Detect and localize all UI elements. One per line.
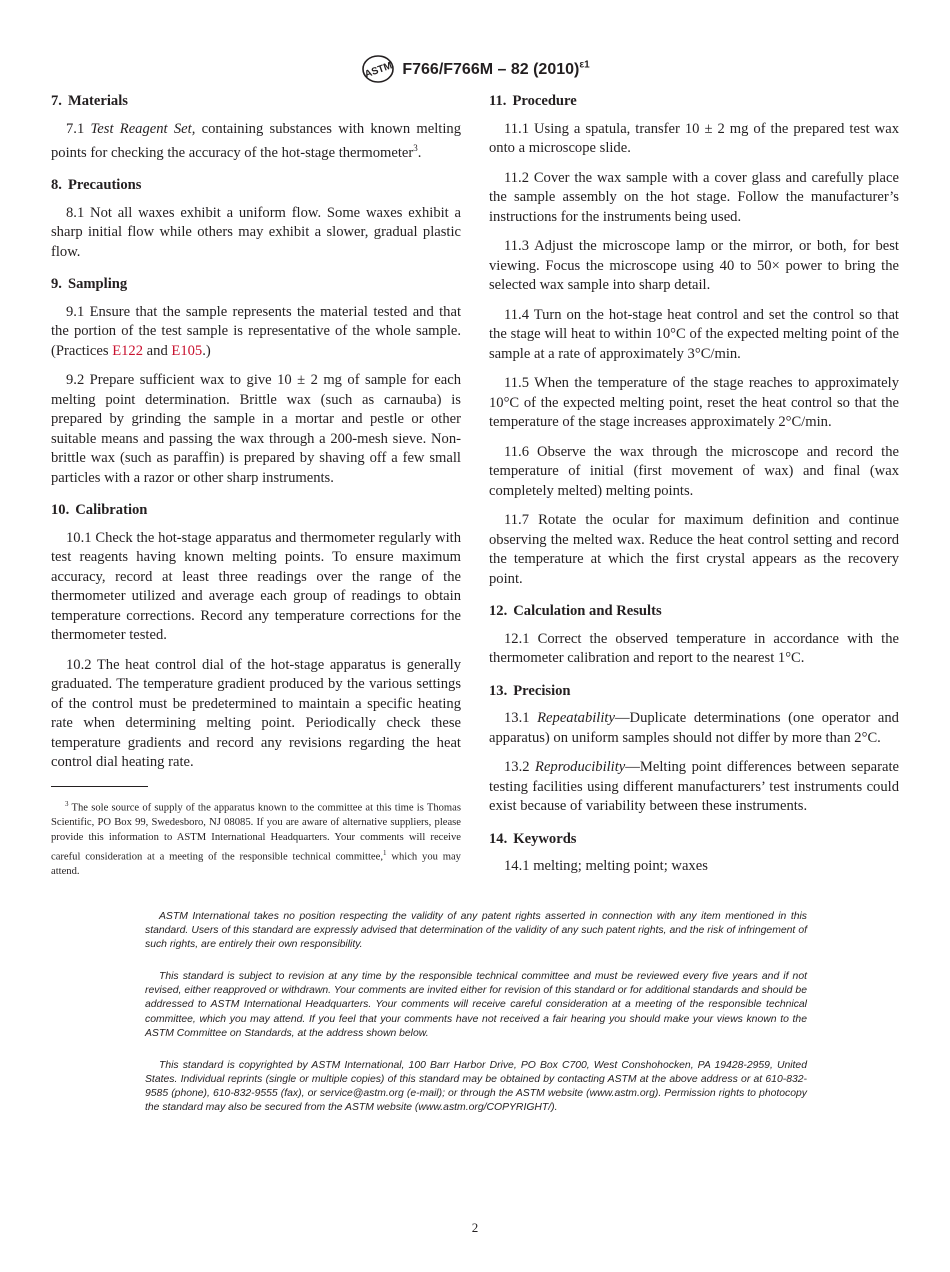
section-9 — [51, 275, 461, 488]
paragraph-7-1: 7.1 Test Reagent Set, containing substances with known melting points for checking the accuracy of the hot-stage thermometer$^3$. — [51, 120, 462, 161]
paragraph-9-2: 9.2 Prepare sufficient wax to give 10 ± 2 mg of sample for each melting point determination. Brittle wax (such as carnauba) is prepared by grinding the sample in a mortar and pestle or other suitable means and passing the wax through a 200-mesh sieve. Non-brittle wax (such as paraffin) is prepared by shaving off a few small particles with a razor or other sharp instruments. — [51, 372, 461, 486]
section-7 — [51, 92, 461, 163]
right-column — [489, 92, 899, 890]
paragraph-13-2: 13.2 Reproducibility—Melting point differences between separate testing facilities using different manufacturers’ test instruments could exist because of variability between these instruments. — [489, 759, 899, 814]
disclaimer-copyright: This standard is copyrighted by ASTM International, 100 Barr Harbor Drive, PO Box C700, West Conshohocken, PA 19428-2959, United States. Individual reprints (single or multiple copies) of this standard may be obtained by contacting ASTM at the above address or at 610-832-9585 (phone), 610-832-9555 (fax), or service@astm.org (e-mail); or through the ASTM website (www.astm.org). Permission rights to photocopy the standard may also be secured from the ASTM website (www.astm.org/COPYRIGHT/). — [145, 1059, 807, 1114]
paragraph-11-1: 11.1 Using a spatula, transfer 10 ± 2 mg of the prepared test wax onto a microscope slide. — [489, 120, 899, 156]
disclaimer-patent: ASTM International takes no position respecting the validity of any patent rights asserted in connection with any item mentioned in this standard. Users of this standard are expressly advised that determination of the validity of any such patent rights, and the risk of infringement of such rights, are entirely their own responsibility. — [145, 911, 807, 951]
section-8 — [51, 176, 461, 262]
section-heading: 13. Precision — [489, 682, 571, 699]
paragraph-11-4: 11.4 Turn on the hot-stage heat control and set the control so that the stage will heat to within 10°C of the expected melting point of the sample at a rate of approximately 3°C/min. — [489, 306, 899, 362]
paragraph-10-2: 10.2 The heat control dial of the hot-stage apparatus is generally graduated. The temperature gradient produced by the various settings of the control must be predetermined to maintain a specific heating rate when determining melting point. Periodically check these temperature gradients and record any revisions regarding the heat control dial heating rate. — [51, 656, 461, 771]
section-heading: 11. Procedure — [489, 93, 577, 109]
standard-designation: F766/F766M – 82 $(2010)^{\varepsilon 1}$ — [402, 59, 590, 78]
paragraph-12-1: 12.1 Correct the observed temperature in accordance with the thermometer calibration and report to the nearest 1°C. — [489, 630, 899, 666]
disclaimer-revision: This standard is subject to revision at any time by the responsible technical committee and must be reviewed every five years and if not revised, either reapproved or withdrawn. Your comments are invited either for revision of this standard or for additional standards and should be addressed to ASTM International Headquarters. Your comments will receive careful consideration at a meeting of the responsible technical committee, which you may attend. If you feel that your comments have not received a fair hearing you should make your views known to the ASTM Committee on Standards, at the address shown below. — [145, 971, 807, 1039]
astm-disclaimers — [145, 910, 807, 1133]
link-e105[interactable]: E105 — [171, 342, 203, 359]
svg-text:ASTM: ASTM — [363, 60, 395, 81]
left-column — [51, 92, 461, 880]
section-heading: 14. Keywords — [489, 830, 577, 847]
paragraph-8-1: 8.1 Not all waxes exhibit a uniform flow. Some waxes exhibit a sharp initial flow while others may exhibit a slower, gradual plastic flow. — [51, 204, 461, 260]
section-heading: 12. Calculation and Results — [489, 603, 662, 619]
paragraph-10-1: 10.1 Check the hot-stage apparatus and thermometer regularly with test reagents having known melting points. To ensure maximum accuracy, record at least three readings over the range of the thermometer utilized and average each group of readings to obtain temperature corrections. Record any temperature corrections for the thermometer tested. — [51, 529, 461, 644]
paragraph-11-2: 11.2 Cover the wax sample with a cover glass and carefully place the sample assembly on the hot stage. Follow the manufacturer’s instructions for the instruments being used. — [489, 169, 899, 225]
section-13 — [489, 682, 899, 817]
astm-logo-icon — [360, 54, 396, 84]
section-heading: 8. Precautions — [51, 177, 142, 194]
paragraph-9-1: 9.1 Ensure that the sample represents the material tested and that the portion of the test sample is representative of the whole sample. (Practices E122 and E105.) — [51, 303, 461, 359]
section-11 — [489, 92, 899, 589]
page-header — [0, 54, 950, 84]
paragraph-14-1: 14.1 melting; melting point; waxes — [504, 858, 708, 874]
section-14 — [489, 830, 899, 877]
paragraph-11-7: 11.7 Rotate the ocular for maximum definition and continue observing the melted wax. Reduce the heat control setting and record the temperature at which the first crystal appears as the recovery point. — [489, 512, 899, 587]
footnote-divider — [51, 786, 148, 787]
section-10 — [51, 501, 461, 773]
footnote-ref: 3 — [413, 143, 418, 153]
footnote-3: $^3$ The sole source of supply of the apparatus known to the committee at this time is Thomas Scientific, PO Box 99, Swedesboro, NJ 08085. If you are aware of alternative suppliers, please provide this information to ASTM International Headquarters. Your comments will receive careful consideration at a meeting of the responsible technical committee,$^1$ which you may attend. — [51, 799, 461, 878]
paragraph-11-5: 11.5 When the temperature of the stage reaches to approximately 10°C of the expected melting point, reset the heat control so that the temperature of the stage increases approximately 2°C/min. — [489, 375, 899, 430]
section-12 — [489, 602, 899, 669]
section-heading: 9. Sampling — [51, 276, 128, 293]
paragraph-13-1: 13.1 Repeatability—Duplicate determinations (one operator and apparatus) on uniform samples should not differ by more than 2°C. — [489, 710, 899, 746]
section-heading: 7. Materials — [51, 93, 128, 109]
link-e122[interactable]: E122 — [112, 342, 144, 359]
page-number: 2 — [471, 1220, 479, 1235]
section-heading: 10. Calibration — [51, 502, 148, 519]
paragraph-11-6: 11.6 Observe the wax through the microscope and record the temperature of initial (first movement of wax) and final (wax completely melted) melting points. — [489, 443, 899, 499]
epsilon-superscript: ε1 — [579, 59, 590, 71]
paragraph-11-3: 11.3 Adjust the microscope lamp or the mirror, or both, for best viewing. Focus the microscope using 40 to 50× power to bring the selected wax sample into sharp detail. — [489, 238, 899, 293]
